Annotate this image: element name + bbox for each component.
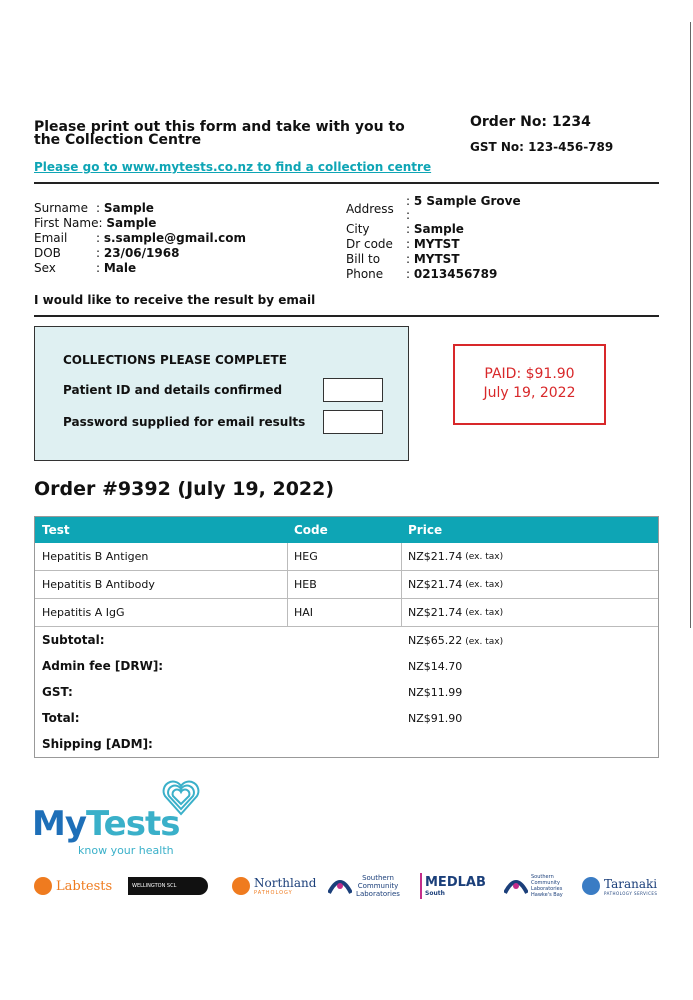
- price-value: NZ$21.74: [408, 606, 463, 619]
- password-label: Password supplied for email results: [63, 415, 306, 429]
- wellington-name: WELLINGTON SCL: [128, 877, 208, 895]
- medlab-bar: [420, 873, 422, 899]
- labtests-logo: [34, 868, 112, 904]
- medlab-logo: [420, 868, 486, 904]
- colon: :: [406, 194, 414, 208]
- bill-to-label: Bill to: [346, 252, 381, 266]
- gst-value: NZ$11.99: [408, 685, 463, 699]
- address-label: Address: [346, 202, 394, 216]
- sex-value: Male: [103, 261, 137, 275]
- mytests-logo: [30, 778, 210, 860]
- order-number: Order No: 1234: [470, 114, 591, 130]
- colon: :: [96, 246, 104, 260]
- colon: :: [406, 252, 414, 266]
- divider: [34, 182, 659, 184]
- taranaki-sub: PATHOLOGY SERVICES: [604, 890, 658, 896]
- test-price: [402, 571, 658, 598]
- southern-hb-icon: [504, 877, 528, 895]
- southern-logo: [328, 868, 402, 904]
- colon: :: [96, 201, 104, 215]
- total-value: NZ$91.90: [408, 711, 463, 725]
- colon: :: [406, 267, 414, 281]
- test-price: [402, 543, 658, 570]
- summary-label: GST:: [42, 685, 73, 699]
- southern-icon: [328, 877, 352, 895]
- header-code: Code: [294, 523, 328, 537]
- price-value: NZ$21.74: [408, 550, 463, 563]
- bill-to-value: MYTST: [413, 252, 460, 266]
- dr-code-value: MYTST: [413, 237, 460, 251]
- patient-id-checkbox[interactable]: [323, 378, 383, 402]
- summary-row: [35, 653, 658, 679]
- password-checkbox[interactable]: [323, 410, 383, 434]
- first-name-label: First Name:: [34, 216, 103, 230]
- header-price: Price: [408, 523, 443, 537]
- labtests-name: Labtests: [56, 878, 113, 894]
- dob-value: 23/06/1968: [103, 246, 180, 260]
- colon: :: [406, 222, 414, 236]
- collections-box: [34, 326, 409, 461]
- scrollbar[interactable]: [690, 22, 691, 628]
- paid-date: July 19, 2022: [483, 385, 576, 401]
- dr-code-label: Dr code: [346, 237, 393, 251]
- southern-hb-name: Southern Community Laboratories Hawke's Bay: [531, 874, 563, 898]
- patient-id-label: Patient ID and details confirmed: [63, 383, 283, 397]
- order-table: [34, 516, 659, 758]
- phone-value: 0213456789: [413, 267, 498, 281]
- northland-sub: PATHOLOGY: [254, 890, 293, 896]
- table-row: [35, 571, 658, 599]
- test-name: Hepatitis B Antigen: [35, 543, 288, 570]
- labtests-icon: [34, 877, 52, 895]
- dob-label: DOB: [34, 246, 61, 260]
- northland-icon: [232, 877, 250, 895]
- northland-name: Northland: [254, 876, 317, 890]
- summary-row: [35, 705, 658, 731]
- table-header: [35, 517, 658, 543]
- logo-tagline: know your health: [78, 844, 174, 857]
- paid-stamp: [453, 344, 606, 425]
- medlab-sub: South: [425, 890, 445, 897]
- test-code: HAI: [288, 599, 402, 626]
- wellington-logo: [128, 868, 208, 904]
- test-name: Hepatitis B Antibody: [35, 571, 288, 598]
- taranaki-name: Taranaki: [604, 876, 658, 891]
- gst-number: GST No: 123-456-789: [470, 140, 614, 154]
- test-name: Hepatitis A IgG: [35, 599, 288, 626]
- colon: :: [406, 237, 414, 251]
- northland-logo: [232, 868, 316, 904]
- summary-row: [35, 627, 658, 653]
- tax-note: (ex. tax): [465, 636, 504, 647]
- phone-label: Phone: [346, 267, 384, 281]
- test-code: HEB: [288, 571, 402, 598]
- logo-my: My: [32, 804, 86, 844]
- summary-row: [35, 731, 658, 757]
- colon: :: [406, 208, 411, 222]
- test-price: [402, 599, 658, 626]
- southern-hb-logo: [504, 868, 571, 904]
- southern-name: Southern Community Laboratories: [356, 874, 400, 898]
- first-name-value: Sample: [106, 216, 157, 230]
- summary-label: Total:: [42, 711, 80, 725]
- collections-title: COLLECTIONS PLEASE COMPLETE: [63, 353, 287, 367]
- taranaki-icon: [582, 877, 600, 895]
- summary-label: Admin fee [DRW]:: [42, 659, 164, 673]
- partner-logos: [34, 868, 664, 904]
- surname-label: Surname: [34, 201, 88, 215]
- address-value: 5 Sample Grove: [413, 194, 521, 208]
- patient-details-left: [34, 201, 246, 276]
- colon: :: [96, 231, 104, 245]
- colon: :: [96, 261, 104, 275]
- header-test: Test: [42, 523, 70, 537]
- patient-details-right: [346, 194, 521, 282]
- taranaki-logo: [582, 868, 657, 904]
- summary-label: Subtotal:: [42, 633, 105, 647]
- paid-amount: PAID: $91.90: [484, 366, 575, 382]
- sex-label: Sex: [34, 261, 56, 275]
- tax-note: (ex. tax): [465, 579, 504, 590]
- collection-centre-link[interactable]: Please go to www.mytests.co.nz to find a collection centre: [34, 160, 432, 174]
- summary-label: Shipping [ADM]:: [42, 737, 153, 751]
- email-label: Email: [34, 231, 68, 245]
- price-value: NZ$21.74: [408, 578, 463, 591]
- surname-value: Sample: [103, 201, 154, 215]
- admin-fee-value: NZ$14.70: [408, 659, 463, 673]
- email-preference: I would like to receive the result by email: [34, 293, 316, 307]
- divider: [34, 315, 659, 317]
- logo-wordmark: [32, 804, 179, 844]
- city-label: City: [346, 222, 370, 236]
- medlab-name: MEDLAB: [425, 875, 486, 890]
- page-title: Please print out this form and take with you to the Collection Centre: [34, 119, 405, 148]
- email-value: s.sample@gmail.com: [103, 231, 246, 245]
- table-row: [35, 599, 658, 627]
- summary-row: [35, 679, 658, 705]
- order-heading: Order #9392 (July 19, 2022): [34, 478, 335, 500]
- test-code: HEG: [288, 543, 402, 570]
- tax-note: (ex. tax): [465, 551, 504, 562]
- tax-note: (ex. tax): [465, 607, 504, 618]
- summary-value: [402, 634, 658, 647]
- table-row: [35, 543, 658, 571]
- city-value: Sample: [413, 222, 464, 236]
- subtotal-value: NZ$65.22: [408, 633, 463, 647]
- logo-tests: Tests: [86, 804, 180, 844]
